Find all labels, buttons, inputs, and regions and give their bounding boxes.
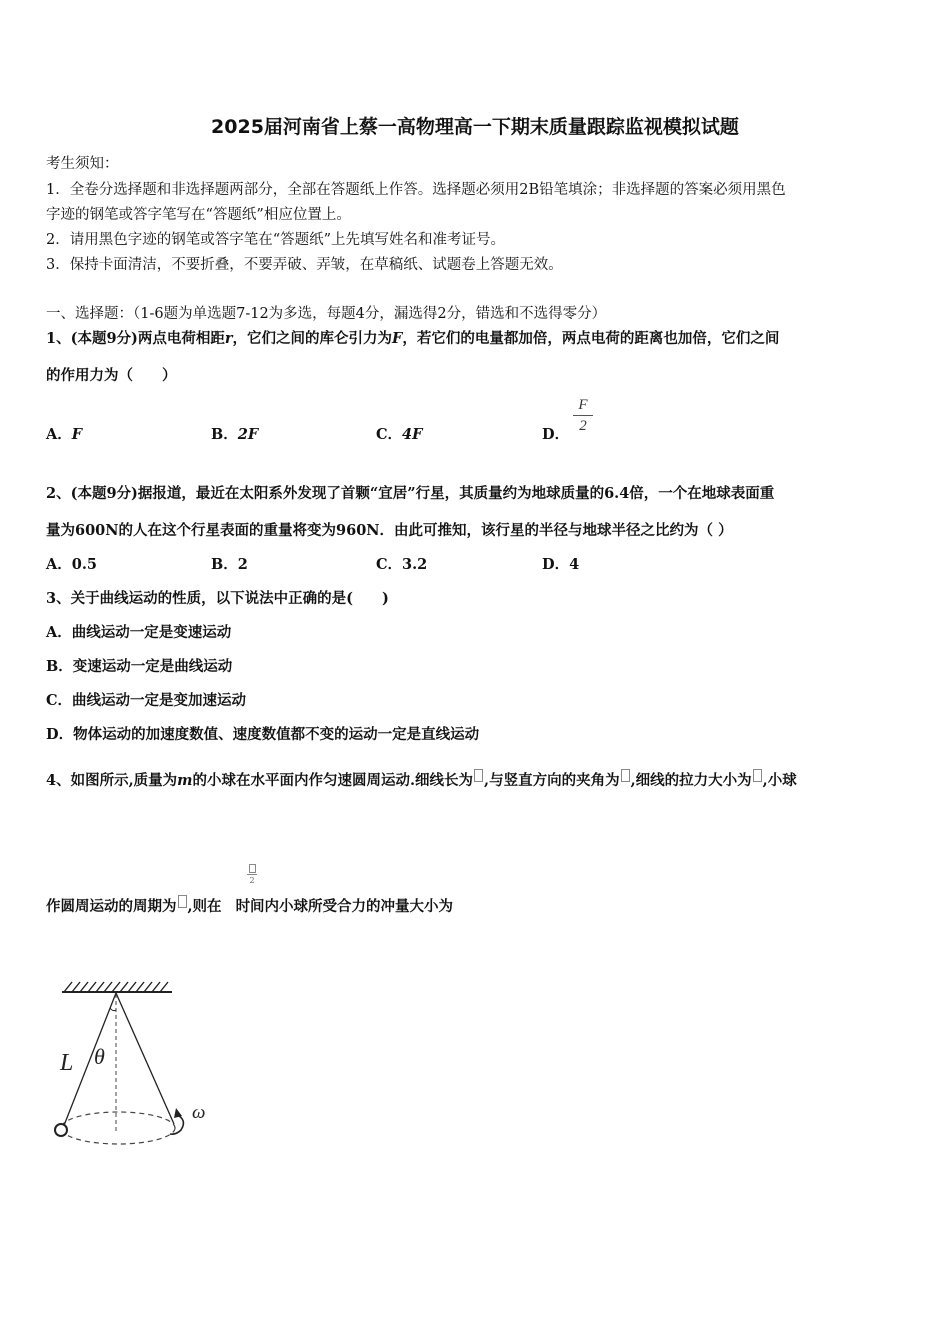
option-value: F [71,426,83,443]
notice-heading: 考生须知： [46,156,119,172]
option-label: A． [46,426,72,443]
question-4-stem [46,769,797,790]
notice-item: 字迹的钢笔或答字笔写在“答题纸”相应位置上。 [46,207,351,223]
q2-option-d[interactable] [542,553,579,574]
fraction-denominator: 2 [579,418,587,434]
q2-option-b[interactable] [211,553,248,574]
question-text: 的小球在水平面内作匀速圆周运动.细线长为 [192,772,474,789]
question-text: ,小球 [762,772,797,789]
fraction-F-over-2 [573,396,593,435]
question-1-line2: 的作用力为（ ） [46,367,177,384]
fraction-bar [247,874,257,875]
question-text: ，若它们的电量都加倍，两点电荷的距离也加倍，它们之间 [402,330,780,347]
q3-option-d[interactable]: D．物体运动的加速度数值、速度数值都不变的运动一定是直线运动 [46,726,480,743]
option-value: 4 [569,556,580,573]
option-value: 2 [237,556,248,573]
page-title: 2025届河南省上蔡一高物理高一下期末质量跟踪监视模拟试题 [211,116,739,138]
missing-symbol-icon [753,769,762,782]
q2-option-a[interactable] [46,553,97,574]
question-2-stem [46,482,774,503]
question-text: ,与竖直方向的夹角为 [484,772,620,789]
angle-arc [110,1008,116,1011]
option-label: B． [211,556,238,573]
notice-item: 3．保持卡面清洁，不要折叠，不要弄破、弄皱，在草稿纸、试题卷上答题无效。 [46,257,563,273]
option-value: 4F [402,426,423,443]
fraction-denominator: 2 [249,876,255,885]
question-text: 两点电荷相距 [137,330,225,347]
option-label: B． [211,426,238,443]
option-value: 3.2 [402,556,428,573]
ball [55,1124,67,1136]
question-tag: (本题9分) [70,330,138,347]
label-omega: ω [192,1102,206,1123]
question-text: ,细线的拉力大小为 [630,772,752,789]
option-label: A． [46,556,72,573]
question-2-line2: 量为600N的人在这个行星表面的重量将变为960N．由此可推知，该行星的半径与地球半径之比约为（ ） [46,522,733,539]
option-label: D． [542,426,570,443]
variable-r: r [224,330,233,347]
option-value: 2F [237,426,259,443]
q3-option-c[interactable]: C．曲线运动一定是变加速运动 [46,692,247,709]
question-3-stem: 3、关于曲线运动的性质，以下说法中正确的是( ) [46,590,389,607]
q1-option-a[interactable] [46,423,82,444]
question-text: 4、如图所示,质量为 [46,772,178,789]
q1-option-d[interactable] [542,423,569,444]
label-theta: θ [94,1044,105,1069]
circular-path [61,1112,175,1144]
q3-option-a[interactable]: A．曲线运动一定是变速运动 [46,624,232,641]
question-text: ，它们之间的库仑引力为 [232,330,393,347]
question-prefix: 2、 [46,485,71,502]
q1-option-b[interactable] [211,423,258,444]
tiny-fraction [247,864,257,885]
question-text: 作圆周运动的周期为 [46,898,177,915]
missing-symbol-icon [621,769,630,782]
variable-m: m [177,772,193,789]
section-heading: 一、选择题：（1-6题为单选题7-12为多选，每题4分，漏选得2分，错选和不选得零分） [46,306,607,322]
question-4-line2 [46,895,453,916]
q2-option-c[interactable] [376,553,427,574]
question-text: ,则在 [187,898,222,915]
option-label: C． [376,556,403,573]
missing-symbol-icon [474,769,483,782]
question-text: 时间内小球所受合力的冲量大小为 [235,898,454,915]
option-label: D． [542,556,570,573]
ceiling-hatch [64,982,168,992]
question-text: (本题9分)据报道，最近在太阳系外发现了首颗“宜居”行星，其质量约为地球质量的6.4倍，一个在地球表面重 [70,485,775,502]
notice-item: 2．请用黑色字迹的钢笔或答字笔在“答题纸”上先填写姓名和准考证号。 [46,232,506,248]
cone-edge-line [116,993,174,1124]
variable-F: F [392,330,403,347]
missing-symbol-icon [178,895,187,908]
q3-option-b[interactable]: B．变速运动一定是曲线运动 [46,658,233,675]
question-prefix: 1、 [46,330,71,347]
fraction-bar [573,415,593,416]
question-1-stem [46,327,779,348]
option-value: 0.5 [71,556,97,573]
missing-symbol-icon [249,864,256,873]
fraction-numerator: F [578,397,588,413]
q1-option-c[interactable] [376,423,422,444]
notice-item: 1．全卷分选择题和非选择题两部分，全部在答题纸上作答。选择题必须用2B铅笔填涂；非选择题的答案必须用黑色 [46,182,786,198]
label-L: L [60,1050,74,1076]
option-label: C． [376,426,403,443]
conical-pendulum-figure [48,972,228,1162]
